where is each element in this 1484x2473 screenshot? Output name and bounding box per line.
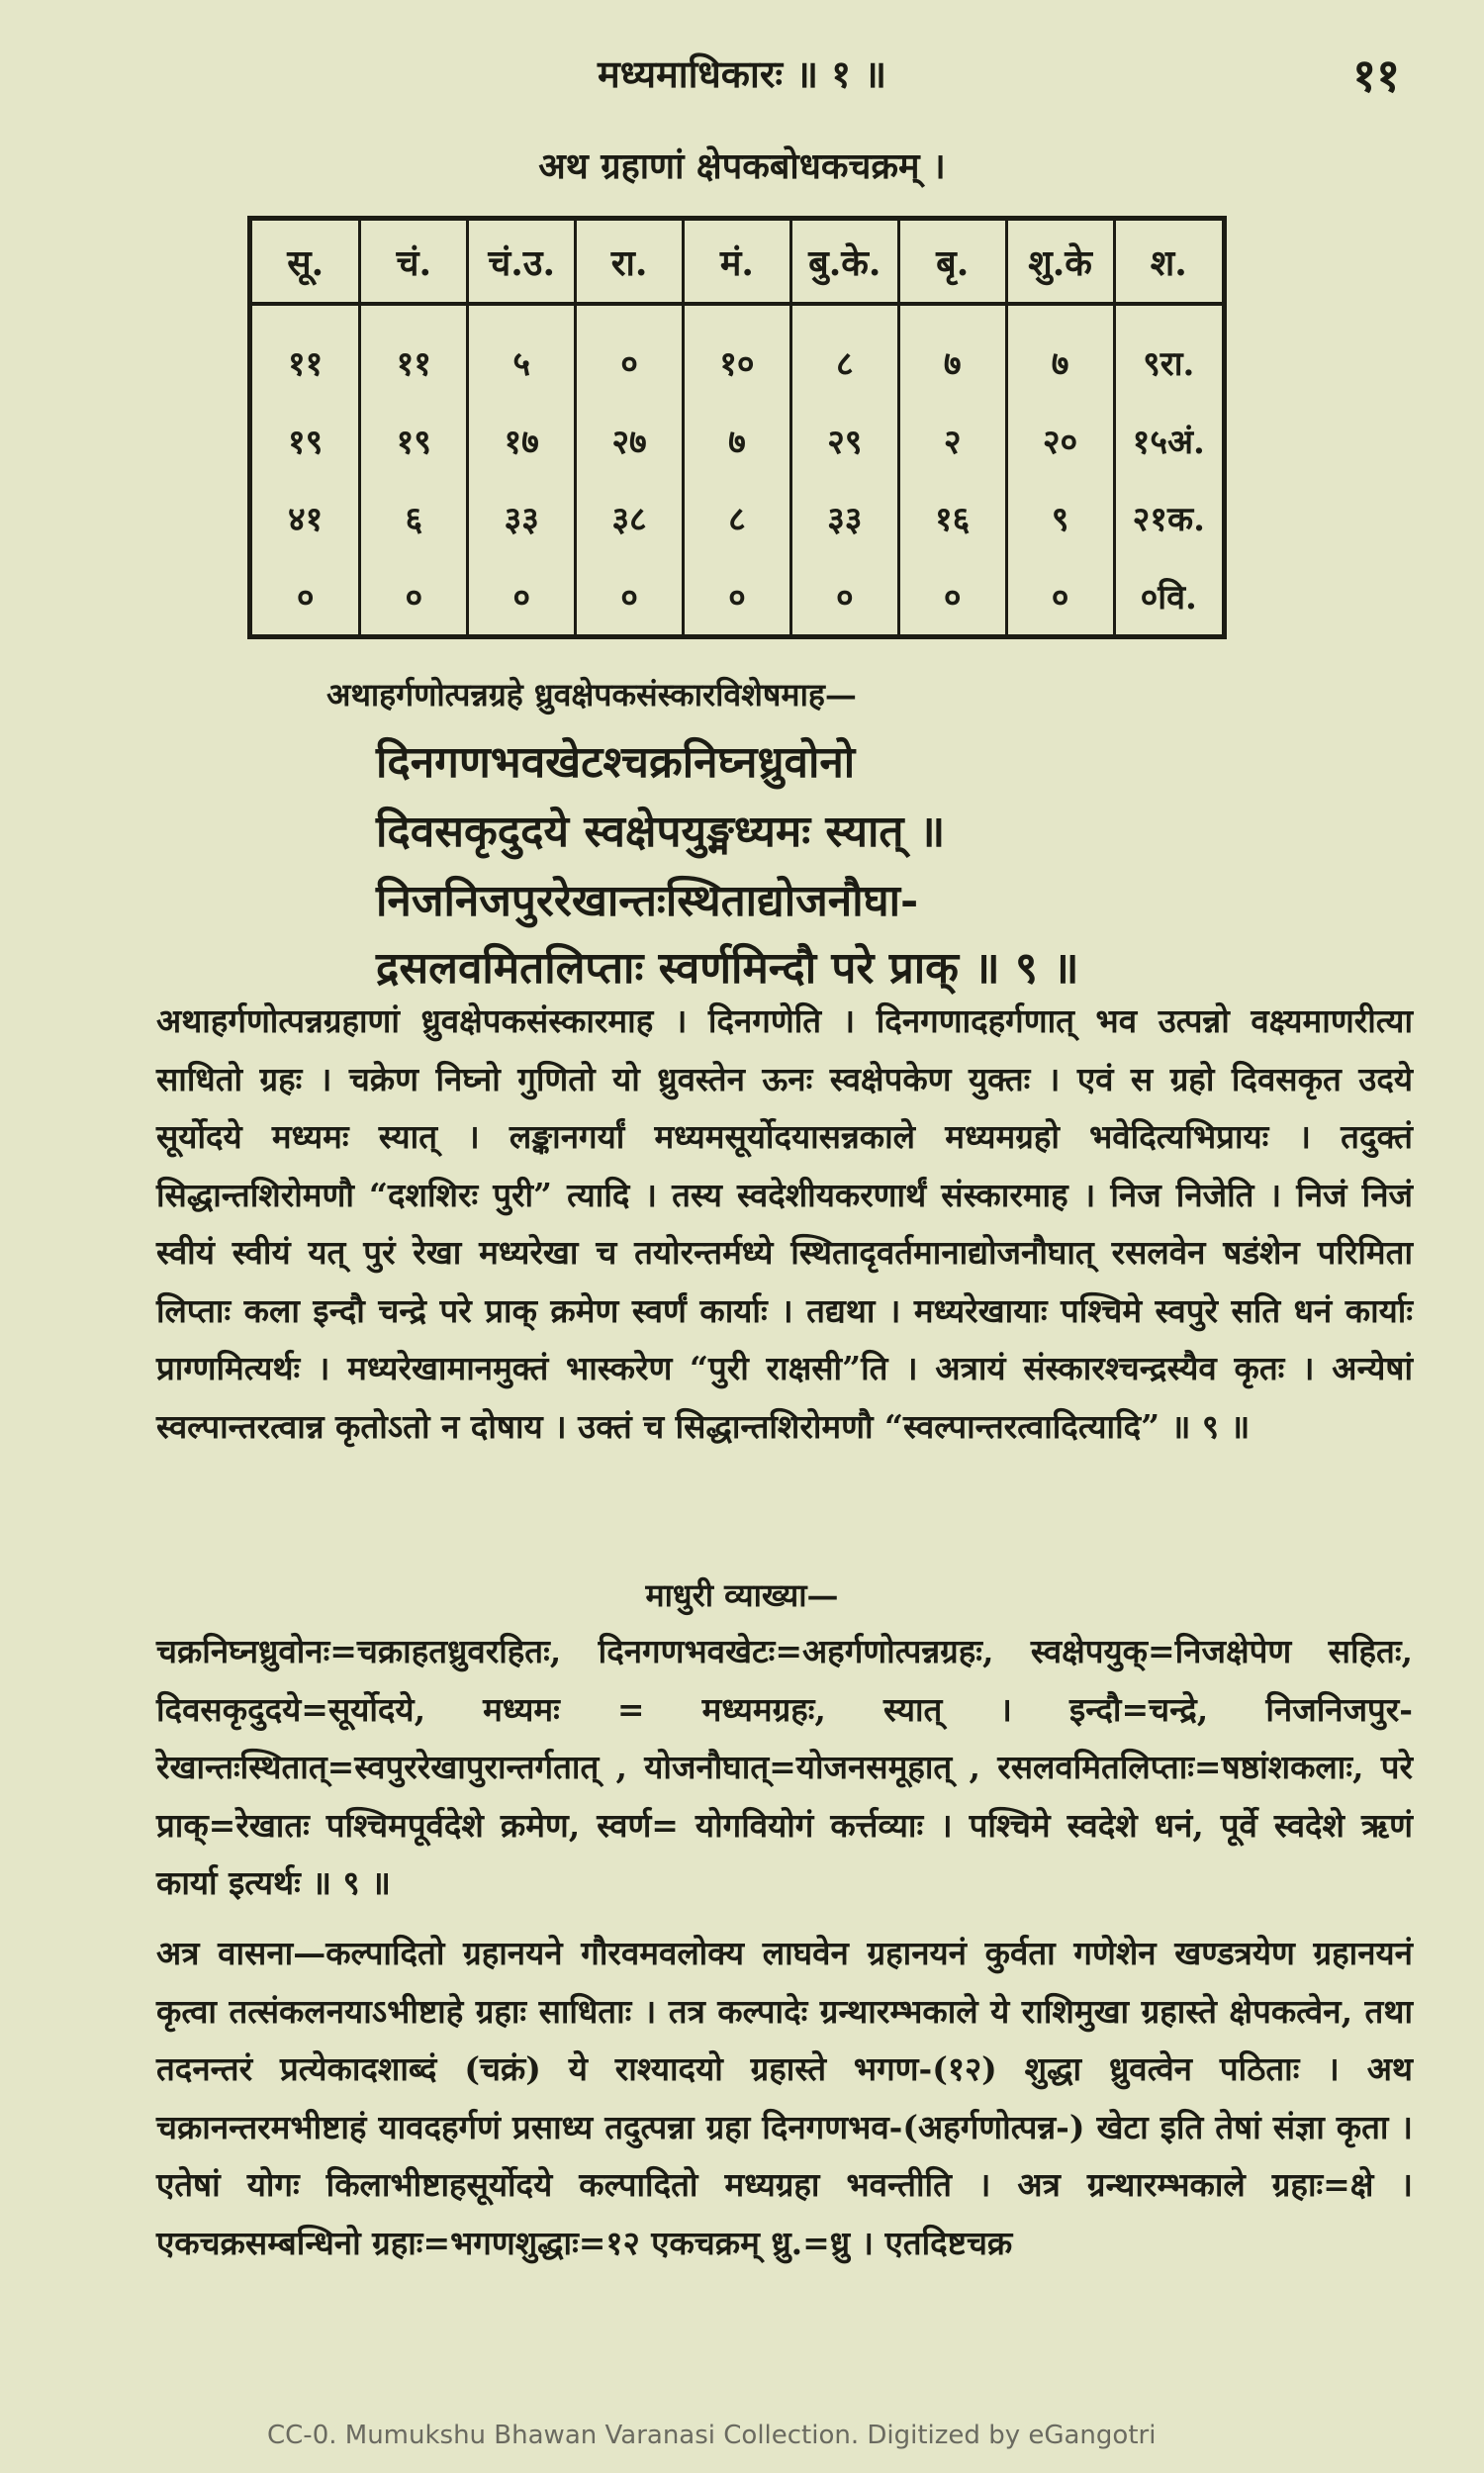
verse-line: दिनगणभवखेटश्चक्रनिघ्नध्रुवोनो — [376, 737, 856, 788]
table-cell: ०वि. — [1114, 556, 1222, 634]
table-header-cell: चं.उ. — [468, 221, 576, 304]
verse-line: निजनिजपुररेखान्तःस्थिताद्योजनौघा- — [376, 876, 919, 926]
table-cell: ४१ — [288, 500, 324, 540]
table-row — [252, 401, 1222, 479]
table-cell: ३३ — [468, 479, 576, 557]
table-cell: २ — [898, 401, 1006, 479]
table-cell: ९ — [1006, 479, 1114, 557]
vasana-paragraph: अत्र वासना—कल्पादितो ग्रहानयने गौरवमवलोक्य लाघवेन ग्रहानयनं कुर्वता गणेशेन खण्डत्रयेण ग्रहानयनं कृत्वा तत्संकलनयाऽभीष्टाहे ग्रहाः साधिताः । तत्र कल्पादेः ग्रन्थारम्भकाले ये राशिमुखा ग्रहास्ते क्षेपकत्वेन, तथा तदनन्तरं प्रत्येकादशाब्दं (चक्रं) ये राश्यादयो ग्रहास्ते भगण-(१२) शुद्धा ध्रुवत्वेन पठिताः । अथ चक्रानन्तरमभीष्टाहं यावदहर्गणं प्रसाध्य तदुत्पन्ना ग्रहा दिनगणभव-(अहर्गणोत्पन्न-) खेटा इति तेषां संज्ञा कृता । एतेषां योगः किलाभीष्टाहसूर्योदये कल्पादितो मध्यग्रहा भवन्तीति । अत्र ग्रन्थारम्भकाले ग्रहाः=क्षे । एकचक्रसम्बन्धिनो ग्रहाः=भगणशुद्धाः=१२ एकचक्रम् ध्रु.=ध्रु । एतदिष्टचक्र — [156, 1934, 1413, 2262]
page-number: ११ — [1352, 48, 1400, 102]
verse-introduction: अथाहर्गणोत्पन्नग्रहे ध्रुवक्षेपकसंस्कारविशेषमाह— — [326, 676, 857, 713]
table-header-cell: श. — [1114, 221, 1222, 304]
table-cell: २७ — [576, 401, 684, 479]
table-cell: ० — [684, 556, 791, 634]
table-cell: ० — [898, 556, 1006, 634]
table-cell: १५अं. — [1114, 401, 1222, 479]
table-cell: १७ — [468, 401, 576, 479]
table-header-row — [252, 221, 1222, 304]
table-cell: ८ — [790, 304, 898, 401]
table-caption: अथ ग्रहाणां क्षेपकबोधकचक्रम् । — [538, 145, 946, 187]
table-cell: ० — [790, 556, 898, 634]
chapter-title: मध्यमाधिकारः ॥ १ ॥ — [597, 51, 887, 96]
table-cell: १० — [684, 304, 791, 401]
table-header-cell: बृ. — [898, 221, 1006, 304]
table-cell: ० — [576, 556, 684, 634]
table-cell: ० — [576, 304, 684, 401]
table-cell: ११ — [288, 343, 324, 384]
table-cell: ० — [1006, 556, 1114, 634]
madhuri-heading: माधुरी व्याख्या— — [645, 1576, 839, 1614]
table-cell: ९रा. — [1114, 304, 1222, 401]
table-cell: २१क. — [1114, 479, 1222, 557]
table-row — [252, 556, 1222, 634]
commentary-paragraph: अथाहर्गणोत्पन्नग्रहाणां ध्रुवक्षेपकसंस्कारमाह । दिनगणेति । दिनगणादहर्गणात् भव उत्पन्नो वक्ष्यमाणरीत्या साधितो ग्रहः । चक्रेण निघ्नो गुणितो यो ध्रुवस्तेन ऊनः स्वक्षेपकेण युक्तः । एवं स ग्रहो दिवसकृत उदये सूर्योदये मध्यमः स्यात् । लङ्कानगर्यां मध्यमसूर्योदयासन्नकाले मध्यमग्रहो भवेदित्यभिप्रायः । तदुक्तं सिद्धान्तशिरोमणौ “दशशिरः पुरी” त्यादि । तस्य स्वदेशीयकरणार्थं संस्कारमाह । निज निजेति । निजं निजं स्वीयं स्वीयं यत् पुरं रेखा मध्यरेखा च तयोरन्तर्मध्ये स्थितादृवर्तमानाद्योजनौघात् रसलवेन षडंशेन परिमिता लिप्ताः कला इन्दौ चन्द्रे परे प्राक् क्रमेण स्वर्णं कार्याः । तद्यथा । मध्यरेखायाः पश्चिमे स्वपुरे सति धनं कार्याः प्राग्णमित्यर्थः । मध्यरेखामानमुक्तं भास्करेण “पुरी राक्षसी”ति । अत्रायं संस्कारश्चन्द्रस्यैव कृतः । अन्येषां स्वल्पान्तरत्वान्न कृतोऽतो न दोषाय । उक्तं च सिद्धान्तशिरोमणौ “स्वल्पान्तरत्वादित्यादि” ॥ ९ ॥ — [156, 1001, 1413, 1446]
table-cell: ६ — [360, 479, 468, 557]
table-cell: ७ — [684, 401, 791, 479]
table-row — [252, 479, 1222, 557]
table-cell: २० — [1006, 401, 1114, 479]
table-cell: ३८ — [576, 479, 684, 557]
table-cell: ७ — [1006, 304, 1114, 401]
table-header-cell: बु.के. — [790, 221, 898, 304]
table-cell: ० — [360, 556, 468, 634]
table-cell: ८ — [684, 479, 791, 557]
table-cell: १६ — [898, 479, 1006, 557]
table-cell: ० — [468, 556, 576, 634]
verse-line: द्रसलवमितलिप्ताः स्वर्णमिन्दौ परे प्राक् ॥ ९ ॥ — [376, 943, 1079, 994]
table-cell: २९ — [790, 401, 898, 479]
table-cell: ५ — [468, 304, 576, 401]
table-row — [252, 304, 1222, 401]
table-cell: १९ — [288, 422, 324, 462]
madhuri-paragraph: चक्रनिघ्नध्रुवोनः=चक्राहतध्रुवरहितः, दिनगणभवखेटः=अहर्गणोत्पन्नग्रहः, स्वक्षेपयुक्=निजक्षेपेण सहितः, दिवसकृदुदये=सूर्योदये, मध्यमः = मध्यमग्रहः, स्यात् । इन्दौ=चन्द्रे, निजनिजपुर-रेखान्तःस्थितात्=स्वपुररेखापुरान्तर्गतात् , योजनौघात्=योजनसमूहात् , रसलवमितलिप्ताः=षष्ठांशकलाः, परे प्राक्=रेखातः पश्चिमपूर्वदेशे क्रमेण, स्वर्ण= योगवियोगं कर्त्तव्याः । पश्चिमे स्वदेशे धनं, पूर्वे स्वदेशे ऋणं कार्या इत्यर्थः ॥ ९ ॥ — [156, 1632, 1413, 1902]
table-header-cell: मं. — [684, 221, 791, 304]
table-cell: ११ — [360, 304, 468, 401]
table-header-cell: रा. — [576, 221, 684, 304]
scan-watermark: CC-0. Mumukshu Bhawan Varanasi Collection. Digitized by eGangotri — [267, 2421, 1157, 2450]
table-cell: ३३ — [790, 479, 898, 557]
table-header-cell: सू. — [252, 221, 360, 304]
table-header-cell: चं. — [360, 221, 468, 304]
table-cell: ७ — [898, 304, 1006, 401]
table-cell: १९ — [360, 401, 468, 479]
verse-line: दिवसकृदुदये स्वक्षेपयुङ्मध्यमः स्यात् ॥ — [376, 807, 946, 857]
table-cell: ० — [296, 577, 315, 618]
table-header-cell: शु.के — [1006, 221, 1114, 304]
running-header — [0, 40, 1484, 109]
ksepaka-table — [247, 216, 1227, 639]
